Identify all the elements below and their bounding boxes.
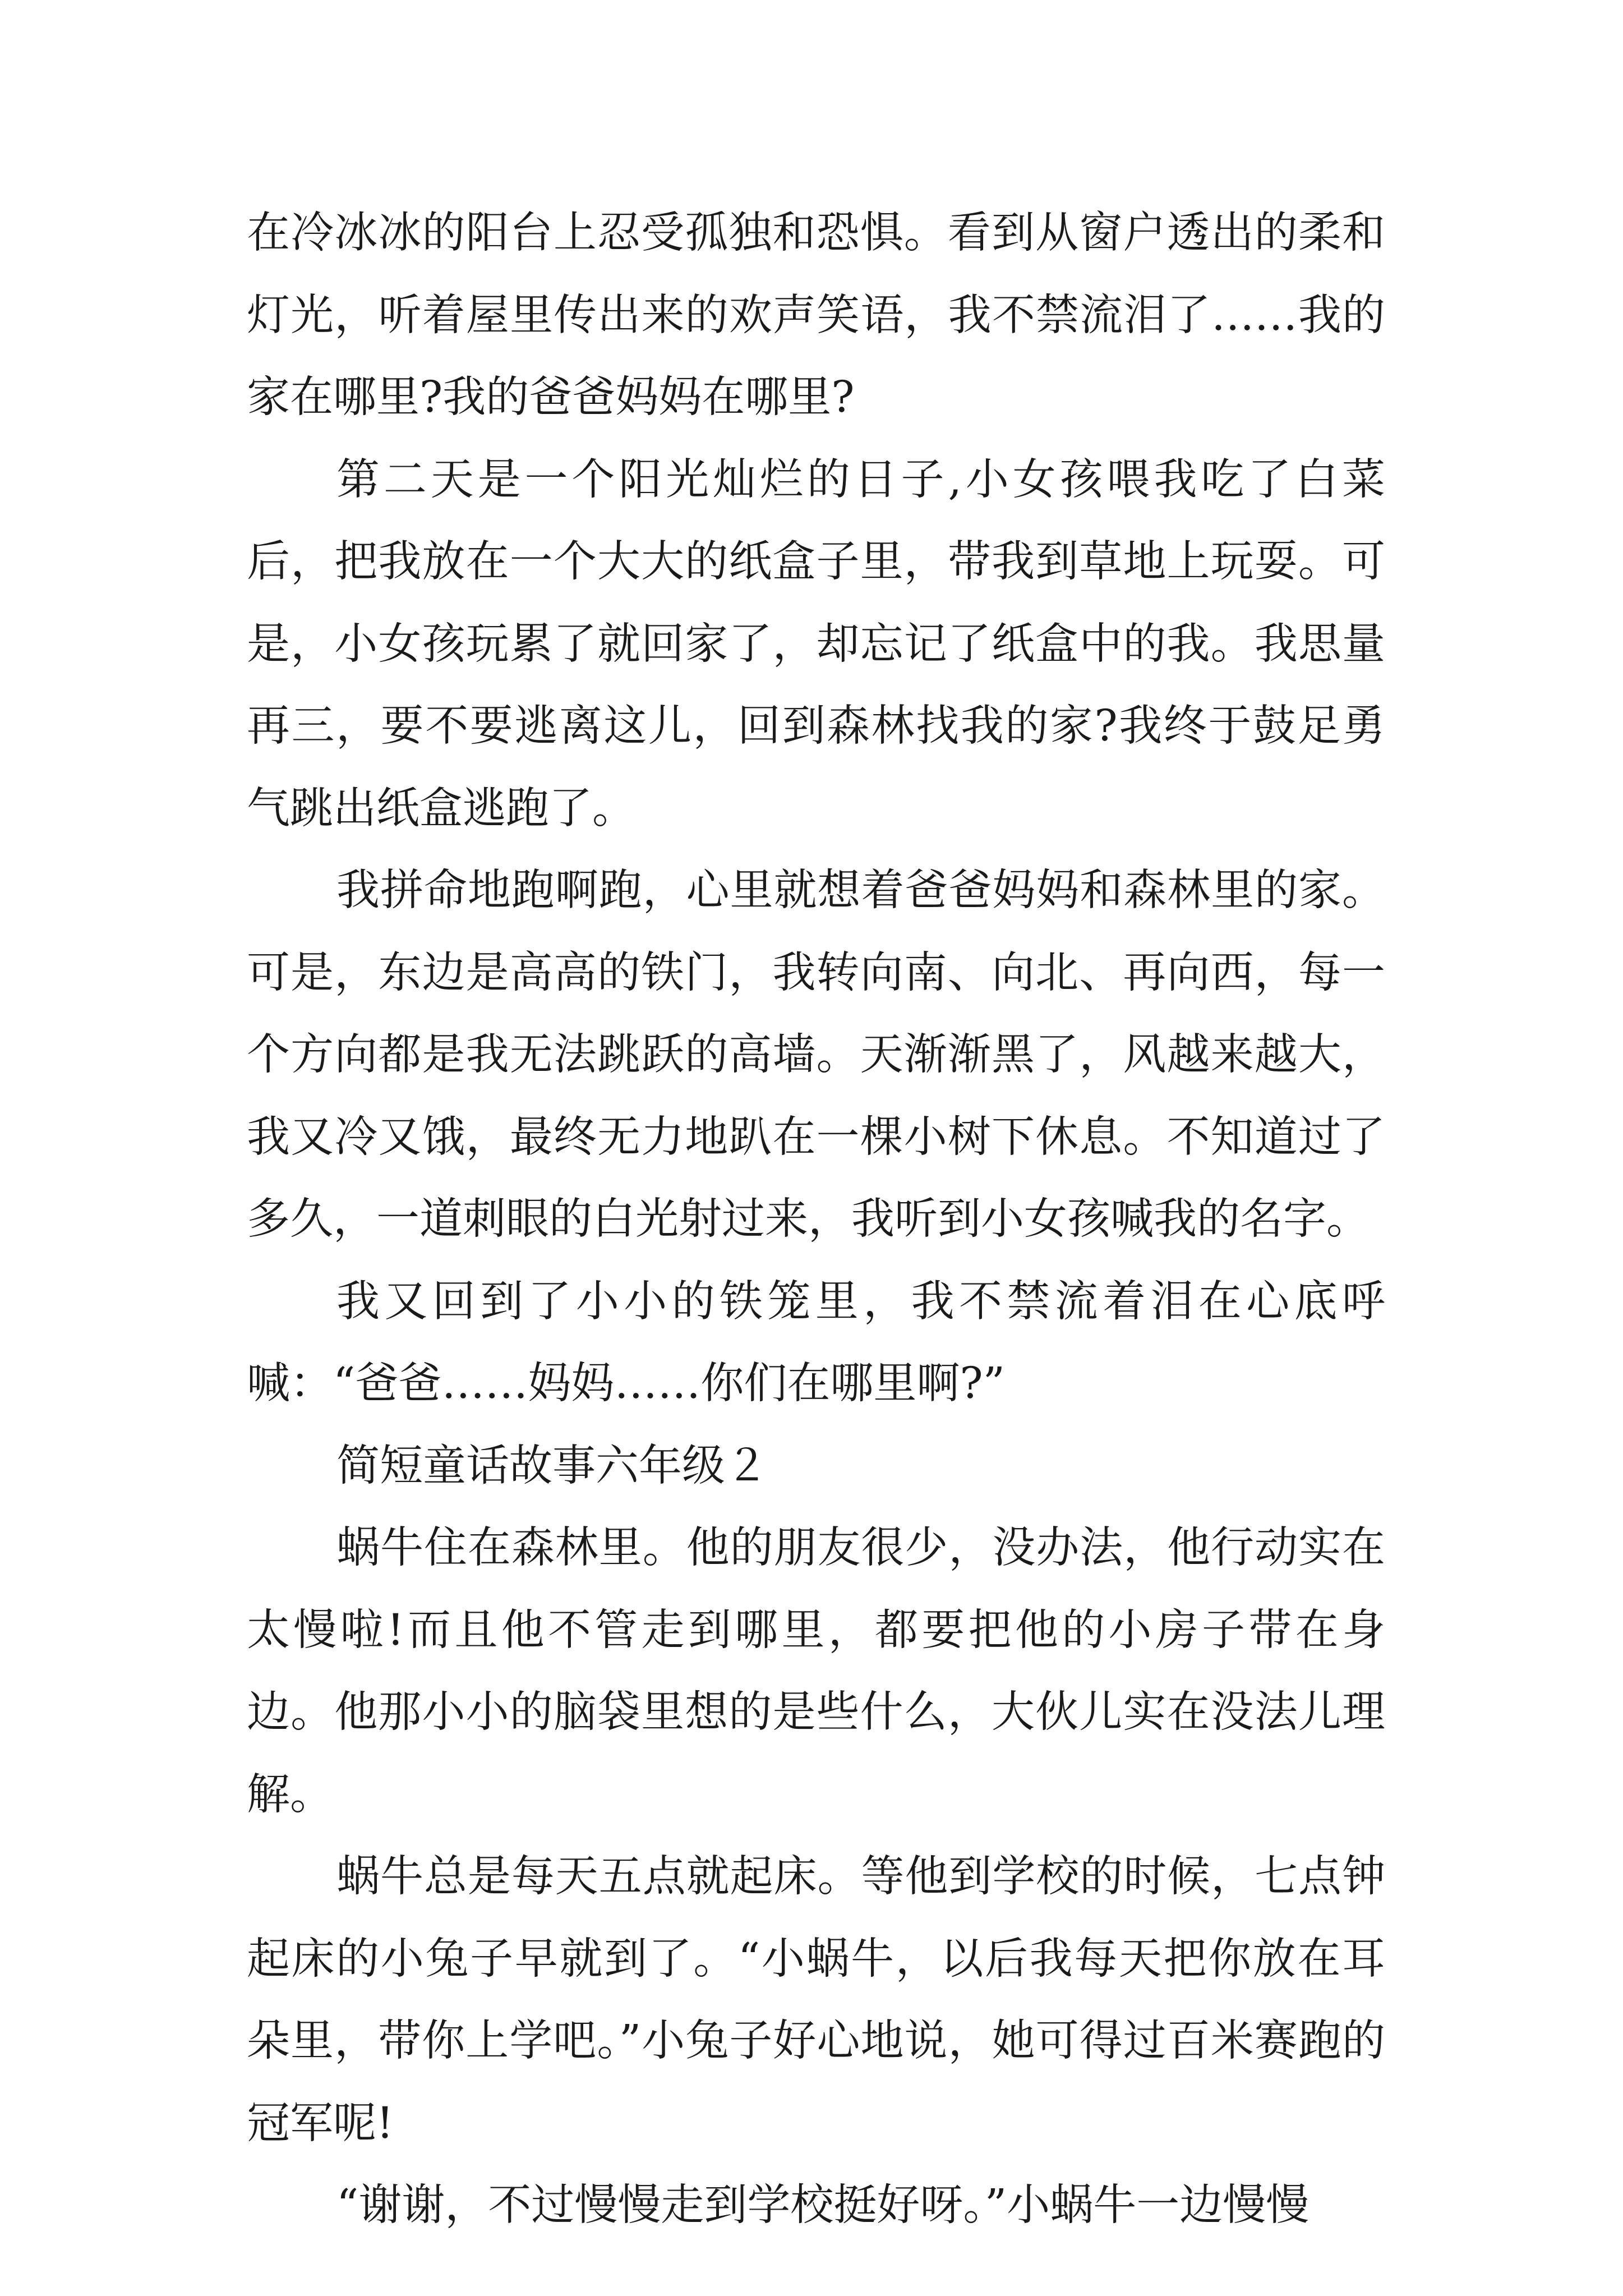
paragraph-back-in-cage: 我又回到了小小的铁笼里，我不禁流着泪在心底呼喊：“爸爸……妈妈……你们在哪里啊?” bbox=[247, 1276, 1385, 1409]
paragraph-snail-morning: 蜗牛总是每天五点就起床。等他到学校的时候，七点钟起床的小兔子早就到了。“小蜗牛，以后我每天把你放在耳朵里，带你上学吧。”小兔子好心地说，她可得过百米赛跑的冠军呢! bbox=[247, 1852, 1385, 2148]
paragraph-continued: 在冷冰冰的阳台上忍受孤独和恐惧。看到从窗户透出的柔和灯光，听着屋里传出来的欢声笑语，我不禁流泪了……我的家在哪里?我的爸爸妈妈在哪里? bbox=[247, 208, 1385, 422]
body-text bbox=[247, 192, 1385, 2247]
paragraph-second-day: 第二天是一个阳光灿烂的日子,小女孩喂我吃了白菜后，把我放在一个大大的纸盒子里，带我到草地上玩耍。可是，小女孩玩累了就回家了，却忘记了纸盒中的我。我思量再三，要不要逃离这儿，回到森林找我的家?我终于鼓足勇气跳出纸盒逃跑了。 bbox=[247, 454, 1385, 834]
section-heading: 简短童话故事六年级２ bbox=[336, 1441, 768, 1491]
paragraph-snail-reply: “谢谢，不过慢慢走到学校挺好呀。”小蜗牛一边慢慢 bbox=[336, 2180, 1310, 2230]
paragraph-running: 我拼命地跑啊跑，心里就想着爸爸妈妈和森林里的家。可是，东边是高高的铁门，我转向南、向北、再向西，每一个方向都是我无法跳跃的高墙。天渐渐黑了，风越来越大，我又冷又饿，最终无力地趴在一棵小树下休息。不知道过了多久，一道刺眼的白光射过来，我听到小女孩喊我的名字。 bbox=[247, 866, 1385, 1244]
paragraph-snail-intro: 蜗牛住在森林里。他的朋友很少，没办法，他行动实在太慢啦!而且他不管走到哪里，都要把他的小房子带在身边。他那小小的脑袋里想的是些什么，大伙儿实在没法儿理解。 bbox=[247, 1523, 1385, 1820]
